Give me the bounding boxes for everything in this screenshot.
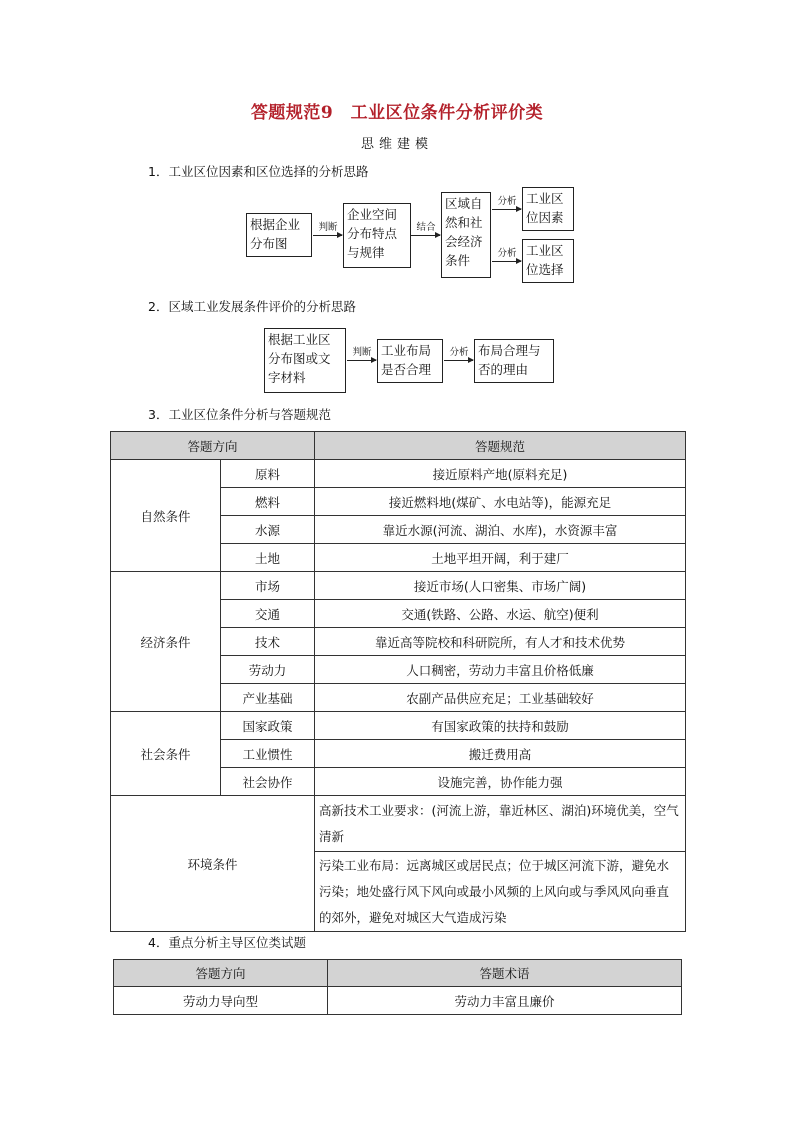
norm-cell: 土地平坦开阔，利于建厂 xyxy=(315,544,686,572)
env-hightech-cell: 高新技术工业要求：(河流上游，靠近林区、湖泊)环境优美，空气清新 xyxy=(315,796,686,852)
factor-cell: 土地 xyxy=(221,544,315,572)
flow1-box-pattern: 企业空间分布特点与规律 xyxy=(343,203,411,268)
norm-cell: 有国家政策的扶持和鼓励 xyxy=(315,712,686,740)
location-conditions-table xyxy=(110,431,686,932)
table-row xyxy=(114,987,682,1015)
norm-cell: 设施完善，协作能力强 xyxy=(315,768,686,796)
flow2-box-source: 根据工业区分布图或文字材料 xyxy=(264,328,346,393)
factor-cell: 原料 xyxy=(221,460,315,488)
flow1-arrow-1 xyxy=(313,235,342,236)
section4-heading: 4．重点分析主导区位类试题 xyxy=(148,935,306,950)
table4-header-direction: 答题方向 xyxy=(114,960,328,987)
flow1-box-source: 根据企业分布图 xyxy=(246,213,312,257)
table-header-direction: 答题方向 xyxy=(111,432,315,460)
flow1-label-judge: 判断 xyxy=(318,222,338,233)
flow1-arrow-3b xyxy=(492,261,521,262)
factor-cell: 工业惯性 xyxy=(221,740,315,768)
norm-cell: 靠近高等院校和科研院所，有人才和技术优势 xyxy=(315,628,686,656)
dominant-location-table xyxy=(113,959,682,1015)
page-title: 答题规范9 工业区位条件分析评价类 xyxy=(250,103,544,123)
flow1-arrow-2 xyxy=(411,235,440,236)
norm-cell: 交通(铁路、公路、水运、航空)便利 xyxy=(315,600,686,628)
norm-cell: 接近原料产地(原料充足) xyxy=(315,460,686,488)
flow2-label-analyze: 分析 xyxy=(449,347,469,358)
table-header-norm: 答题规范 xyxy=(315,432,686,460)
flow1-label-analyze-b: 分析 xyxy=(497,248,517,259)
section3-heading: 3．工业区位条件分析与答题规范 xyxy=(148,407,331,422)
factor-cell: 劳动力 xyxy=(221,656,315,684)
group-environment: 环境条件 xyxy=(111,796,315,932)
flow1-arrow-3a xyxy=(492,209,521,210)
table4-header-term: 答题术语 xyxy=(328,960,682,987)
section2-heading: 2．区域工业发展条件评价的分析思路 xyxy=(148,299,356,314)
flow2-box-reason: 布局合理与否的理由 xyxy=(474,339,554,383)
table-row xyxy=(111,460,686,488)
section1-heading: 1．工业区位因素和区位选择的分析思路 xyxy=(148,164,369,179)
page-subtitle: 思维建模 xyxy=(360,137,433,152)
flow2-arrow-2 xyxy=(444,360,473,361)
factor-cell: 水源 xyxy=(221,516,315,544)
group-natural: 自然条件 xyxy=(111,460,221,572)
norm-cell: 接近市场(人口密集、市场广阔) xyxy=(315,572,686,600)
factor-cell: 市场 xyxy=(221,572,315,600)
flow2-box-layout: 工业布局是否合理 xyxy=(377,339,443,383)
flow1-box-conditions: 区域自然和社会经济条件 xyxy=(441,192,491,278)
flow1-label-analyze-a: 分析 xyxy=(497,196,517,207)
factor-cell: 交通 xyxy=(221,600,315,628)
env-pollution-cell: 污染工业布局：远离城区或居民点；位于城区河流下游，避免水污染；地处盛行风下风向或最小风频的上风向或与季风风向垂直的郊外，避免对城区大气造成污染 xyxy=(315,852,686,932)
table-row xyxy=(111,796,686,852)
norm-cell: 靠近水源(河流、湖泊、水库)，水资源丰富 xyxy=(315,516,686,544)
flow1-box-factors: 工业区位因素 xyxy=(522,187,574,231)
flow1-box-choice: 工业区位选择 xyxy=(522,239,574,283)
norm-cell: 农副产品供应充足；工业基础较好 xyxy=(315,684,686,712)
group-social: 社会条件 xyxy=(111,712,221,796)
factor-cell: 产业基础 xyxy=(221,684,315,712)
direction-cell: 劳动力导向型 xyxy=(114,987,328,1015)
group-economic: 经济条件 xyxy=(111,572,221,712)
flow2-label-judge: 判断 xyxy=(352,347,372,358)
flow2-arrow-1 xyxy=(347,360,376,361)
norm-cell: 人口稠密，劳动力丰富且价格低廉 xyxy=(315,656,686,684)
factor-cell: 国家政策 xyxy=(221,712,315,740)
table-row xyxy=(111,572,686,600)
term-cell: 劳动力丰富且廉价 xyxy=(328,987,682,1015)
factor-cell: 技术 xyxy=(221,628,315,656)
factor-cell: 社会协作 xyxy=(221,768,315,796)
norm-cell: 搬迁费用高 xyxy=(315,740,686,768)
norm-cell: 接近燃料地(煤矿、水电站等)，能源充足 xyxy=(315,488,686,516)
flow1-label-combine: 结合 xyxy=(416,222,436,233)
factor-cell: 燃料 xyxy=(221,488,315,516)
table-row xyxy=(111,712,686,740)
